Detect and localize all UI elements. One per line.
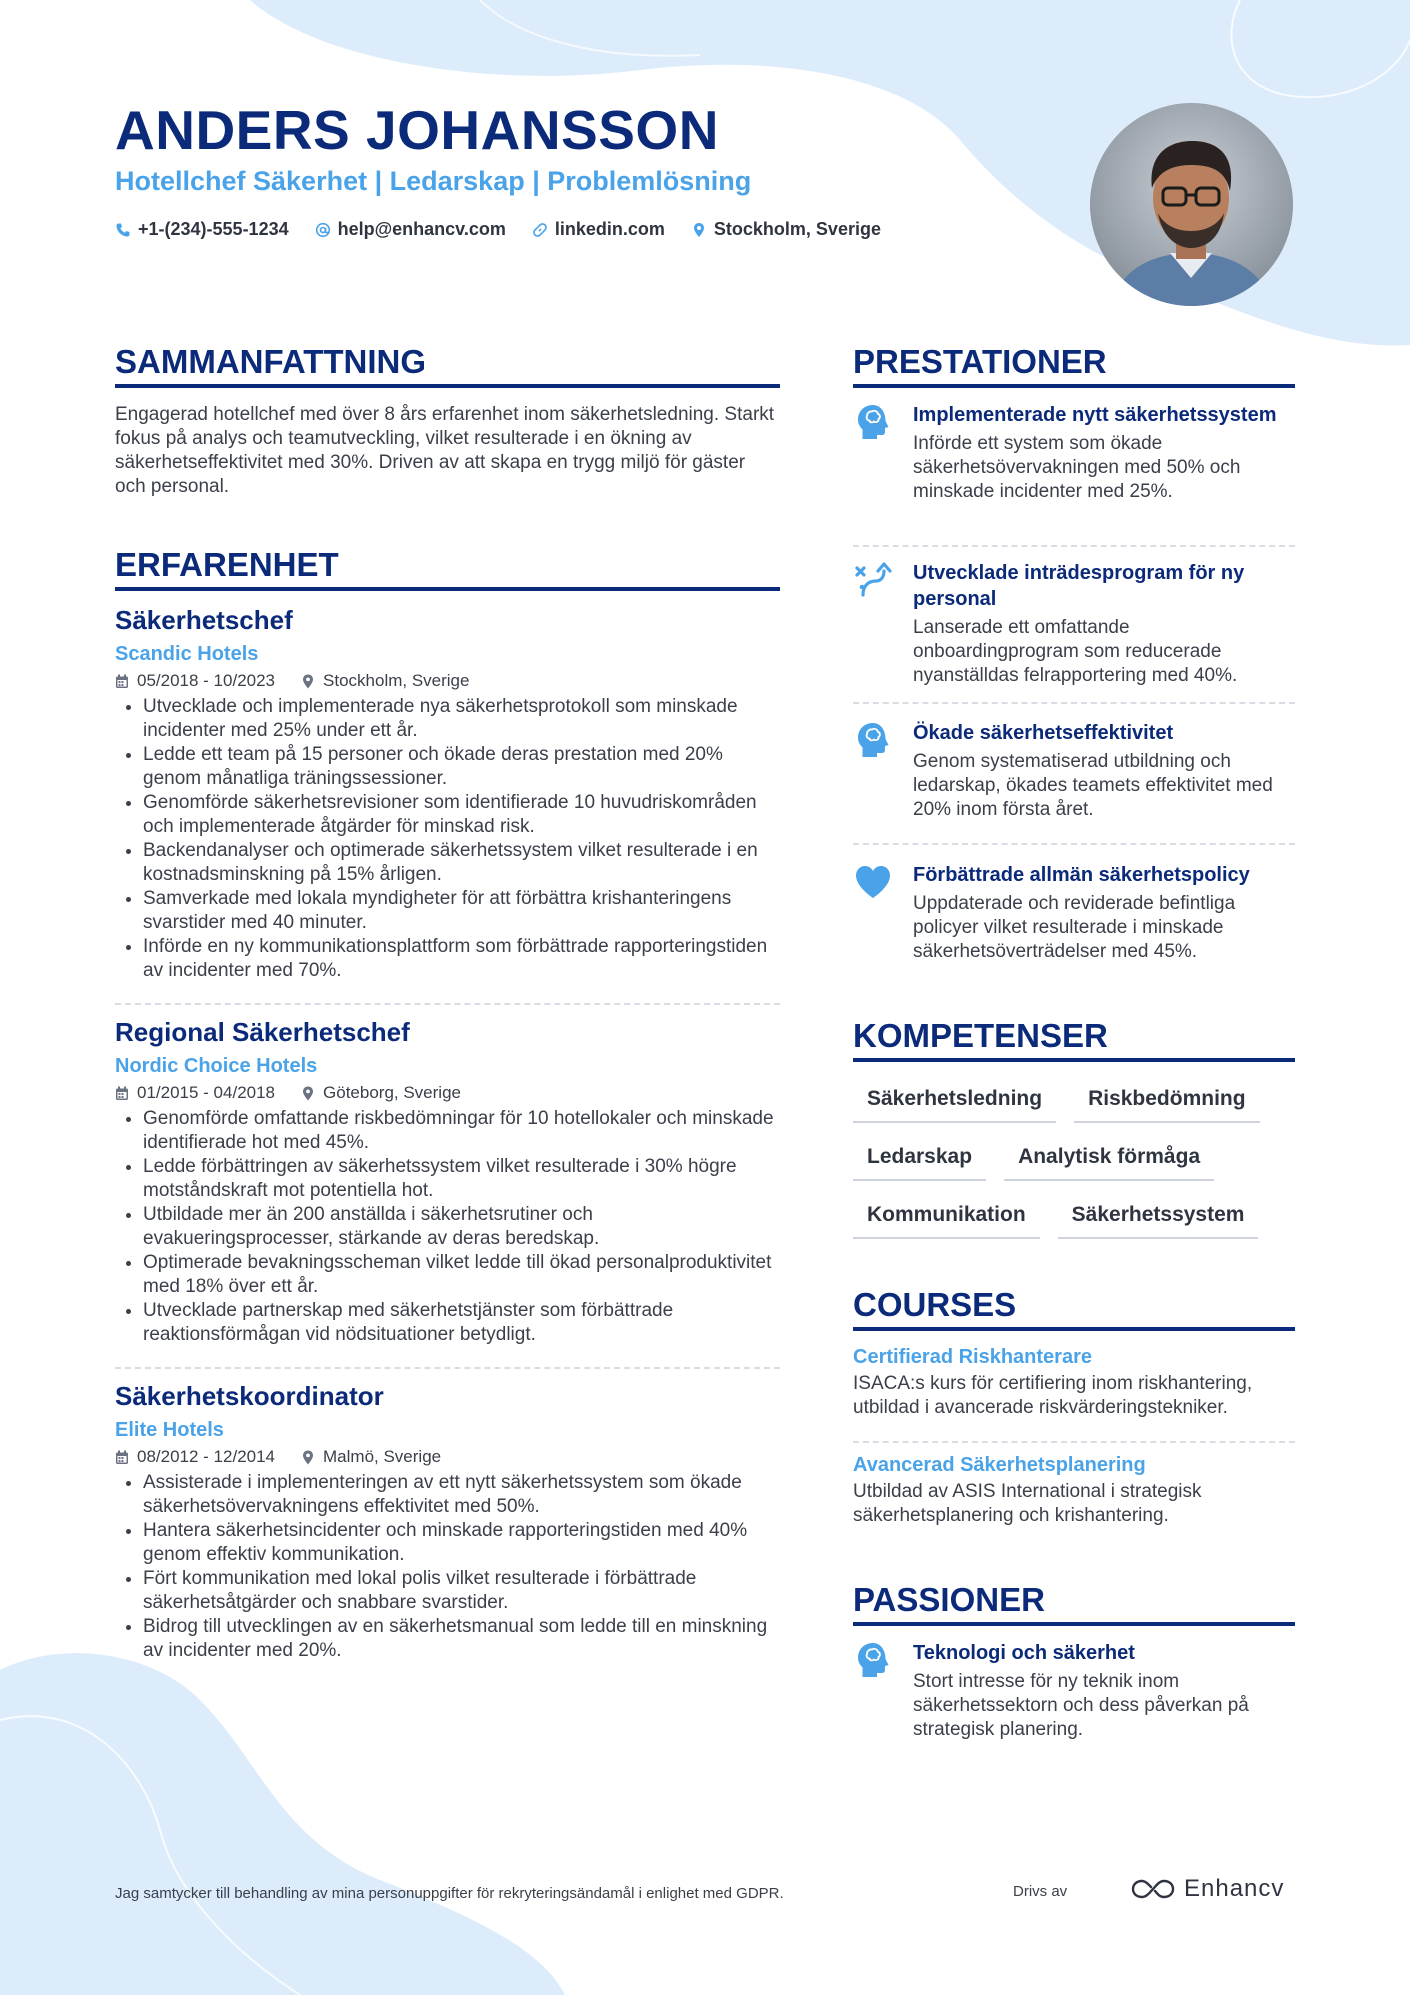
achievement-divider [853, 702, 1295, 704]
job-divider [115, 1003, 780, 1005]
brain-head-icon [853, 1640, 893, 1680]
achievement-desc: Uppdaterade och reviderade befintliga policyer vilket resulterade i minskade säkerhetsöverträdelser med 45%. [913, 893, 1236, 962]
course-item [853, 1344, 1295, 1420]
job-meta [115, 1082, 780, 1104]
contact-linkedin[interactable] [532, 219, 665, 240]
job-bullet: • Utvecklade partnerskap med säkerhetstjänster som förbättrade reaktionsförmågan vid nödsituationer betydligt. [143, 1299, 780, 1347]
skill-tag: Säkerhetssystem [1058, 1195, 1259, 1239]
job-title: Säkerhetschef [115, 605, 293, 635]
gdpr-consent: Jag samtycker till behandling av mina personuppgifter för rekryteringsändamål i enlighet med GDPR. [115, 1885, 784, 1902]
job-location-text: Malmö, Sverige [323, 1447, 442, 1466]
job-dates-text: 05/2018 - 10/2023 [137, 671, 276, 690]
course-title: Avancerad Säkerhetsplanering [853, 1454, 1146, 1476]
skills-row [853, 1137, 1214, 1181]
job-location [301, 670, 469, 692]
skills-heading: KOMPETENSER [853, 1017, 1108, 1054]
passions-rule [853, 1622, 1295, 1626]
job-location-text: Stockholm, Sverige [323, 671, 470, 690]
calendar-icon [115, 674, 129, 689]
job-bullet: • Utbildade mer än 200 anställda i säkerhetsrutiner och evakueringsprocesser, stärkande av deras beredskap. [143, 1203, 780, 1251]
job-bullets [115, 695, 780, 983]
achievement-divider [853, 545, 1295, 547]
location-pin-icon [301, 1086, 315, 1101]
job-bullet: • Backendanalyser och optimerade säkerhetssystem vilket resulterade i en kostnadsminskning på 15% årligen. [143, 839, 780, 887]
job-location [301, 1082, 461, 1104]
brain-head-icon [853, 402, 893, 442]
skill-tag: Kommunikation [853, 1195, 1040, 1239]
course-desc: Utbildad av ASIS International i strategisk säkerhetsplanering och krishantering. [853, 1481, 1202, 1526]
email-text: help@enhancv.com [337, 219, 506, 239]
courses-heading: COURSES [853, 1286, 1017, 1323]
job-bullet: • Assisterade i implementeringen av ett nytt säkerhetssystem som ökade säkerhetsövervakningens effektivitet med 50%. [143, 1471, 780, 1519]
location-text: Stockholm, Sverige [713, 219, 881, 239]
location-pin-icon [301, 674, 315, 689]
job-bullets [115, 1107, 780, 1347]
job-dates [115, 1446, 275, 1468]
calendar-icon [115, 1450, 129, 1465]
candidate-tagline: Hotellchef Säkerhet | Ledarskap | Problemlösning [115, 166, 752, 196]
job-divider [115, 1367, 780, 1369]
job-title: Säkerhetskoordinator [115, 1381, 384, 1411]
contact-email[interactable] [315, 219, 506, 240]
job-entry [115, 604, 780, 983]
job-bullet: • Utvecklade och implementerade nya säkerhetsprotokoll som minskade incidenter med 25% under ett år. [143, 695, 780, 743]
skill-tag: Ledarskap [853, 1137, 986, 1181]
achievement-desc: Införde ett system som ökade säkerhetsövervakningen med 50% och minskade incidenter med 25%. [913, 433, 1241, 502]
calendar-icon [115, 1086, 129, 1101]
job-company: Nordic Choice Hotels [115, 1055, 318, 1077]
job-bullet: • Hantera säkerhetsincidenter och minskade rapporteringstiden med 40% genom effektiv kommunikation. [143, 1519, 780, 1567]
passion-title: Teknologi och säkerhet [913, 1642, 1135, 1664]
job-title: Regional Säkerhetschef [115, 1017, 410, 1047]
job-company: Elite Hotels [115, 1419, 224, 1441]
job-meta [115, 670, 780, 692]
enhancv-logo[interactable] [1130, 1875, 1284, 1903]
achievement-title: Ökade säkerhetseffektivitet [913, 722, 1174, 744]
job-dates-text: 01/2015 - 04/2018 [137, 1083, 276, 1102]
job-company: Scandic Hotels [115, 643, 259, 665]
contact-location [691, 219, 881, 240]
job-entry [115, 1380, 780, 1663]
summary-rule [115, 384, 780, 388]
passion-desc: Stort intresse för ny teknik inom säkerhetssektorn och dess påverkan på strategisk planering. [913, 1671, 1249, 1740]
course-desc: ISACA:s kurs för certifiering inom riskhantering, utbildad i avancerade riskvärderingstekniker. [853, 1373, 1253, 1418]
achievement-title: Utvecklade inträdesprogram för ny personal [913, 562, 1245, 610]
at-sign-icon [315, 222, 331, 238]
achievements-heading: PRESTATIONER [853, 343, 1107, 380]
contact-phone[interactable] [115, 219, 289, 240]
link-icon [532, 222, 548, 238]
skill-tag: Riskbedömning [1074, 1079, 1260, 1123]
job-bullet: • Införde en ny kommunikationsplattform som förbättrade rapporteringstiden av incidenter med 70%. [143, 935, 780, 983]
location-pin-icon [691, 222, 707, 238]
achievement-desc: Genom systematiserad utbildning och ledarskap, ökades teamets effektivitet med 20% inom första året. [913, 751, 1273, 820]
contact-bar [115, 219, 881, 240]
skills-row [853, 1079, 1260, 1123]
phone-icon [115, 222, 131, 238]
job-bullets [115, 1471, 780, 1663]
job-bullet: • Ledde förbättringen av säkerhetssystem vilket resulterade i 30% högre motståndskraft mot potentiella hot. [143, 1155, 780, 1203]
job-bullet: • Ledde ett team på 15 personer och ökade deras prestation med 20% genom månatliga träningssessioner. [143, 743, 780, 791]
achievement-desc: Lanserade ett omfattande onboardingprogram som reducerade nyanställdas felrapportering med 40%. [913, 617, 1238, 686]
achievement-title: Förbättrade allmän säkerhetspolicy [913, 864, 1250, 886]
candidate-name: ANDERS JOHANSSON [115, 99, 719, 161]
brain-head-icon [853, 720, 893, 760]
achievement-title: Implementerade nytt säkerhetssystem [913, 404, 1277, 426]
linkedin-text: linkedin.com [554, 219, 665, 239]
powered-by-label: Drivs av [1013, 1883, 1068, 1900]
job-bullet: • Samverkade med lokala myndigheter för att förbättra krishanteringens svarstider med 40 minuter. [143, 887, 780, 935]
job-bullet: • Fört kommunikation med lokal polis vilket resulterade i förbättrade säkerhetsåtgärder och snabbare svarstider. [143, 1567, 780, 1615]
skill-tag: Säkerhetsledning [853, 1079, 1056, 1123]
course-item [853, 1452, 1295, 1528]
job-dates [115, 1082, 275, 1104]
experience-rule [115, 587, 780, 591]
strategy-arrow-icon [853, 560, 893, 600]
job-location-text: Göteborg, Sverige [323, 1083, 461, 1102]
job-meta [115, 1446, 780, 1468]
job-bullet: • Bidrog till utvecklingen av en säkerhetsmanual som ledde till en minskning av incidenter med 20%. [143, 1615, 780, 1663]
job-bullet: • Genomförde säkerhetsrevisioner som identifierade 10 huvudriskområden och implementerade åtgärder för minskad risk. [143, 791, 780, 839]
skills-rule [853, 1058, 1295, 1062]
job-dates [115, 670, 275, 692]
skill-tag: Analytisk förmåga [1004, 1137, 1214, 1181]
job-location [301, 1446, 441, 1468]
achievements-rule [853, 384, 1295, 388]
job-entry [115, 1016, 780, 1347]
enhancv-wordmark: Enhancv [1184, 1875, 1285, 1902]
courses-rule [853, 1327, 1295, 1331]
course-divider [853, 1441, 1295, 1443]
job-dates-text: 08/2012 - 12/2014 [137, 1447, 276, 1466]
summary-text: Engagerad hotellchef med över 8 års erfarenhet inom säkerhetsledning. Starkt fokus på analys och teamutveckling, vilket resulterade i en ökning av säkerhetseffektivitet med 30%. Driven av att skapa en trygg miljö för gäster och personal. [115, 404, 775, 497]
profile-photo [1090, 103, 1293, 306]
enhancv-logo-icon [1130, 1877, 1176, 1901]
summary-heading: SAMMANFATTNING [115, 343, 427, 380]
skills-row [853, 1195, 1258, 1239]
job-bullet: • Genomförde omfattande riskbedömningar för 10 hotellokaler och minskade identifierade hot med 45%. [143, 1107, 780, 1155]
job-bullet: • Optimerade bevakningsscheman vilket ledde till ökad personalproduktivitet med 18% över ett år. [143, 1251, 780, 1299]
passions-heading: PASSIONER [853, 1581, 1045, 1618]
course-title: Certifierad Riskhanterare [853, 1346, 1092, 1368]
location-pin-icon [301, 1450, 315, 1465]
achievement-divider [853, 843, 1295, 845]
avatar-illustration [1090, 103, 1293, 306]
phone-text: +1-(234)-555-1234 [138, 219, 289, 239]
experience-heading: ERFARENHET [115, 546, 339, 583]
heart-icon [853, 862, 893, 902]
